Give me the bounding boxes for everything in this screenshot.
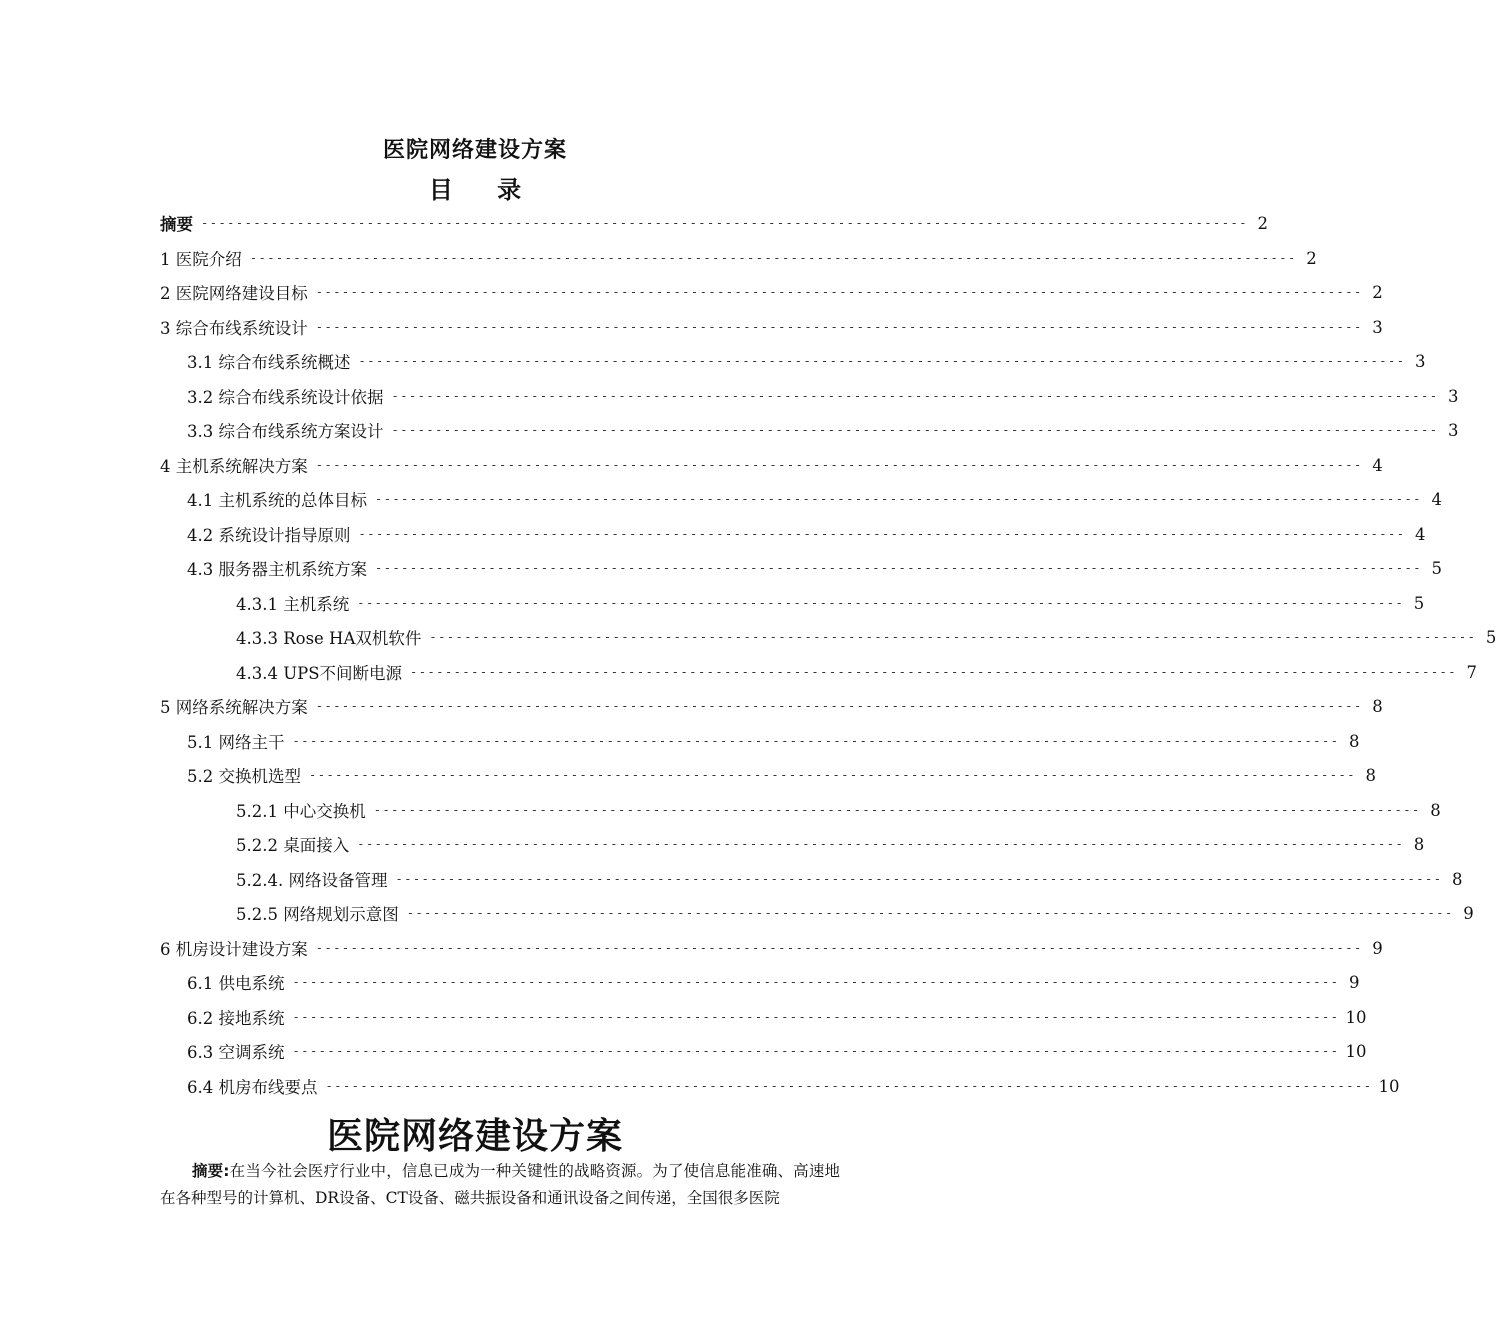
toc-entry-label: 6.1 供电系统 <box>187 974 285 993</box>
toc-entry-page: 3 <box>1414 351 1426 371</box>
toc-entry-label: 5.2 交换机选型 <box>187 767 301 786</box>
toc-entry-page: 2 <box>1257 213 1268 233</box>
toc-entry-label: 4.3 服务器主机系统方案 <box>187 560 367 579</box>
toc-entry-page: 9 <box>1348 972 1360 992</box>
toc-entry-label: 5.2.5 网络规划示意图 <box>236 905 399 924</box>
toc-entry-label: 6.4 机房布线要点 <box>187 1078 318 1097</box>
toc-entry-page: 4 <box>1414 524 1426 544</box>
toc-entry-label: 5.1 网络主干 <box>187 733 285 752</box>
toc-leader: ------------------------------------------------------------------------------------------------------------------------ <box>395 872 1443 886</box>
document-title: 医院网络建设方案 <box>382 137 567 163</box>
toc-leader: ------------------------------------------------------------------------------------------------------------------------ <box>375 561 1422 575</box>
toc-entry[interactable] <box>236 622 1496 652</box>
toc-entry[interactable] <box>187 415 1459 445</box>
toc-entry[interactable] <box>236 829 1425 859</box>
toc-entry-label: 5.2.4. 网络设备管理 <box>236 871 388 890</box>
toc-entry-label: 4.1 主机系统的总体目标 <box>187 491 367 510</box>
toc-entry-page: 10 <box>1345 1007 1367 1027</box>
toc-leader: ------------------------------------------------------------------------------------------------------------------------ <box>201 216 1248 230</box>
toc-entry-page: 10 <box>1378 1076 1400 1096</box>
toc-entry-page: 3 <box>1447 420 1459 440</box>
toc-entry[interactable] <box>187 967 1360 997</box>
toc-entry-page: 10 <box>1345 1041 1367 1061</box>
toc-entry[interactable] <box>187 381 1459 411</box>
toc-leader: ------------------------------------------------------------------------------------------------------------------------ <box>315 285 1363 299</box>
toc-leader: ------------------------------------------------------------------------------------------------------------------------ <box>410 665 1457 679</box>
toc-heading: 目 录 <box>428 175 540 204</box>
toc-entry[interactable] <box>187 519 1426 549</box>
toc-leader: ------------------------------------------------------------------------------------------------------------------------ <box>315 699 1363 713</box>
toc-entry[interactable] <box>236 795 1441 825</box>
toc-entry-label: 6 机房设计建设方案 <box>160 940 308 959</box>
toc-entry-label: 5.2.1 中心交换机 <box>236 802 366 821</box>
toc-entry-page: 8 <box>1348 731 1360 751</box>
toc-entry-page: 3 <box>1372 317 1383 337</box>
toc-leader: ------------------------------------------------------------------------------------------------------------------------ <box>292 1010 1340 1024</box>
toc-leader: ------------------------------------------------------------------------------------------------------------------------ <box>309 768 1356 782</box>
toc-entry[interactable] <box>187 1071 1400 1101</box>
toc-entry-label: 4.3.1 主机系统 <box>236 595 350 614</box>
toc-entry-page: 4 <box>1372 455 1383 475</box>
toc-entry-page: 5 <box>1485 627 1496 647</box>
toc-entry[interactable] <box>236 588 1425 618</box>
toc-entry-page: 5 <box>1431 558 1442 578</box>
toc-entry-page: 9 <box>1463 903 1474 923</box>
toc-entry-label: 6.2 接地系统 <box>187 1009 285 1028</box>
toc-entry[interactable] <box>160 691 1383 721</box>
toc-entry-page: 2 <box>1306 248 1317 268</box>
toc-entry-page: 8 <box>1365 765 1376 785</box>
toc-entry[interactable] <box>236 864 1463 894</box>
toc-leader: ------------------------------------------------------------------------------------------------------------------------ <box>357 837 1405 851</box>
toc-leader: ------------------------------------------------------------------------------------------------------------------------ <box>315 458 1363 472</box>
toc-entry-label: 3.3 综合布线系统方案设计 <box>187 422 384 441</box>
toc-entry[interactable] <box>160 208 1268 238</box>
toc-leader: ------------------------------------------------------------------------------------------------------------------------ <box>315 941 1363 955</box>
toc-leader: ------------------------------------------------------------------------------------------------------------------------ <box>325 1079 1373 1093</box>
toc-entry[interactable] <box>187 553 1442 583</box>
toc-entry-page: 8 <box>1451 869 1463 889</box>
toc-leader: ------------------------------------------------------------------------------------------------------------------------ <box>315 320 1363 334</box>
toc-entry-label: 6.3 空调系统 <box>187 1043 285 1062</box>
toc-leader: ------------------------------------------------------------------------------------------------------------------------ <box>375 492 1422 506</box>
toc-leader: ------------------------------------------------------------------------------------------------------------------------ <box>429 630 1477 644</box>
abstract-text: 在当今社会医疗行业中，信息已成为一种关键性的战略资源。为了使信息能准确、高速地在各种型号的计算机、DR设备、CT设备、磁共振设备和通讯设备之间传递，全国很多医院 <box>160 1162 840 1207</box>
toc-entry-page: 5 <box>1413 593 1425 613</box>
toc-entry-page: 8 <box>1413 834 1425 854</box>
toc-entry-label: 4.3.3 Rose HA双机软件 <box>236 629 422 648</box>
toc-entry-label: 4.3.4 UPS不间断电源 <box>236 664 403 683</box>
toc-entry[interactable] <box>187 484 1442 514</box>
toc-entry[interactable] <box>187 346 1426 376</box>
toc-leader: ------------------------------------------------------------------------------------------------------------------------ <box>391 389 1439 403</box>
abstract-label: 摘要: <box>192 1162 230 1180</box>
toc-entry-label: 5 网络系统解决方案 <box>160 698 308 717</box>
toc-entry-label: 1 医院介绍 <box>160 250 242 269</box>
toc-entry-page: 3 <box>1447 386 1459 406</box>
toc-entry-page: 8 <box>1372 696 1383 716</box>
toc-entry-label: 3.2 综合布线系统设计依据 <box>187 388 384 407</box>
abstract-paragraph <box>160 1158 840 1212</box>
toc-entry-label: 3.1 综合布线系统概述 <box>187 353 351 372</box>
toc-leader: ------------------------------------------------------------------------------------------------------------------------ <box>249 251 1297 265</box>
toc-entry[interactable] <box>187 760 1376 790</box>
toc-entry[interactable] <box>236 657 1477 687</box>
toc-leader: ------------------------------------------------------------------------------------------------------------------------ <box>358 354 1406 368</box>
toc-entry[interactable] <box>160 312 1383 342</box>
toc-entry-page: 9 <box>1372 938 1383 958</box>
toc-entry-page: 2 <box>1372 282 1383 302</box>
toc-entry-label: 摘要 <box>160 215 193 234</box>
toc-entry-page: 8 <box>1430 800 1441 820</box>
toc-entry[interactable] <box>160 450 1383 480</box>
toc-entry-label: 3 综合布线系统设计 <box>160 319 308 338</box>
main-title: 医院网络建设方案 <box>326 1116 623 1157</box>
toc-entry-page: 4 <box>1431 489 1442 509</box>
toc-entry-label: 4 主机系统解决方案 <box>160 457 308 476</box>
toc-entry[interactable] <box>160 933 1383 963</box>
toc-entry-label: 4.2 系统设计指导原则 <box>187 526 351 545</box>
toc-entry[interactable] <box>187 1036 1367 1066</box>
toc-leader: ------------------------------------------------------------------------------------------------------------------------ <box>292 734 1340 748</box>
toc-entry[interactable] <box>160 243 1317 273</box>
toc-leader: ------------------------------------------------------------------------------------------------------------------------ <box>406 906 1454 920</box>
toc-leader: ------------------------------------------------------------------------------------------------------------------------ <box>357 596 1405 610</box>
toc-entry[interactable] <box>160 277 1383 307</box>
toc-leader: ------------------------------------------------------------------------------------------------------------------------ <box>292 975 1340 989</box>
toc-entry[interactable] <box>187 1002 1367 1032</box>
toc-leader: ------------------------------------------------------------------------------------------------------------------------ <box>373 803 1421 817</box>
toc-leader: ------------------------------------------------------------------------------------------------------------------------ <box>292 1044 1340 1058</box>
toc-entry-label: 5.2.2 桌面接入 <box>236 836 350 855</box>
toc-entry-label: 2 医院网络建设目标 <box>160 284 308 303</box>
toc-leader: ------------------------------------------------------------------------------------------------------------------------ <box>358 527 1406 541</box>
toc-entry[interactable] <box>236 898 1474 928</box>
toc-entry-page: 7 <box>1466 662 1477 682</box>
toc-leader: ------------------------------------------------------------------------------------------------------------------------ <box>391 423 1439 437</box>
toc-entry[interactable] <box>187 726 1360 756</box>
